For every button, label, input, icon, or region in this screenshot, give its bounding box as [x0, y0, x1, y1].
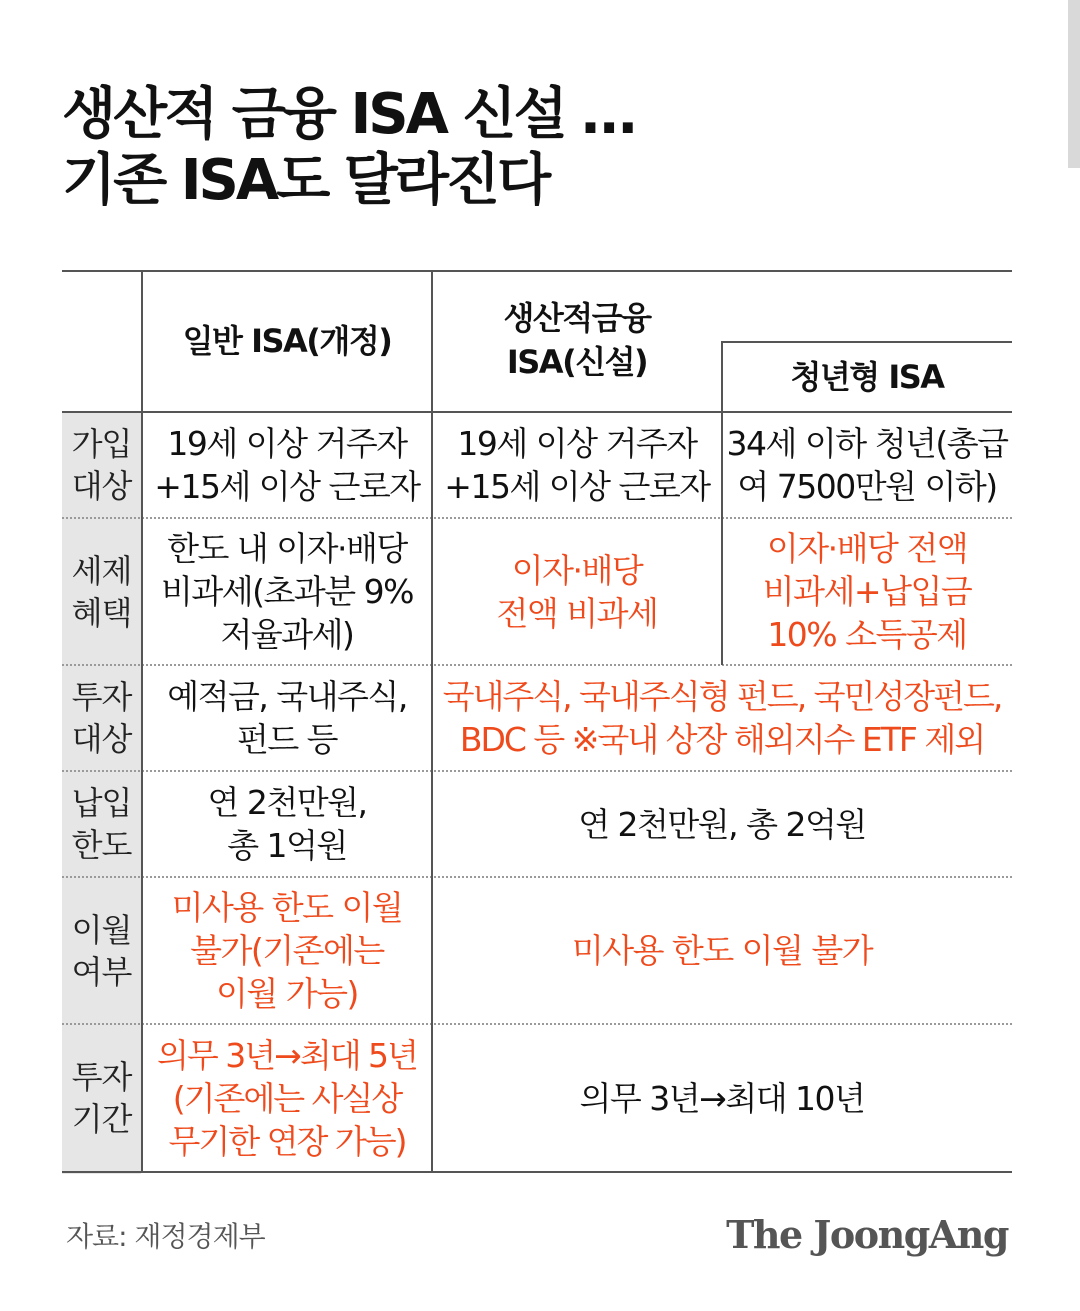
cell-general-contribution-limit: 연 2천만원, 총 1억원 [207, 783, 367, 865]
header-productive-isa: 생산적금융 ISA(신설) [503, 299, 651, 381]
header-youth-isa: 청년형 ISA [790, 358, 944, 396]
cell-new-isa-investment-target: 국내주식, 국내주식형 펀드, 국민성장펀드, BDC 등 ※국내 상장 해외지수 ETF 제외 [442, 677, 1002, 759]
cell-general-eligibility: 19세 이상 거주자 +15세 이상 근로자 [154, 424, 420, 506]
scrollbar[interactable] [1068, 0, 1080, 168]
cell-productive-tax-benefit: 이자·배당 전액 비과세 [496, 550, 658, 633]
cell-general-carryover: 미사용 한도 이월 불가(기존에는 이월 가능) [171, 888, 403, 1013]
cell-youth-tax-benefit: 이자·배당 전액 비과세+납입금 10% 소득공제 [762, 529, 972, 654]
row-label-carryover: 이월 여부 [71, 910, 132, 991]
cell-youth-eligibility: 34세 이하 청년(총급 여 7500만원 이하) [726, 424, 1008, 506]
cell-productive-eligibility: 19세 이상 거주자 +15세 이상 근로자 [444, 424, 710, 506]
publisher-logo: The JoongAng [726, 1212, 1008, 1257]
row-label-contribution-limit: 납입 한도 [71, 784, 132, 864]
source-note: 자료: 재정경제부 [66, 1220, 265, 1253]
cell-general-investment-target: 예적금, 국내주식, 펀드 등 [167, 677, 407, 759]
cell-new-isa-contribution-limit: 연 2천만원, 총 2억원 [578, 804, 866, 844]
header-general-isa: 일반 ISA(개정) [182, 322, 392, 360]
row-label-investment-target: 투자 대상 [71, 678, 132, 758]
title-line-2: 기존 ISA도 달라진다 [62, 148, 549, 213]
row-label-investment-period: 투자 기간 [71, 1058, 132, 1138]
cell-general-tax-benefit: 한도 내 이자·배당 비과세(초과분 9% 저율과세) [161, 529, 413, 654]
row-label-tax-benefit: 세제 혜택 [71, 551, 132, 632]
cell-general-investment-period: 의무 3년→최대 5년 (기존에는 사실상 무기한 연장 가능) [157, 1035, 417, 1161]
page-title [62, 82, 634, 214]
cell-new-isa-carryover: 미사용 한도 이월 불가 [571, 931, 873, 970]
cell-new-isa-investment-period: 의무 3년→최대 10년 [579, 1078, 865, 1118]
title-line-1: 생산적 금융 ISA 신설 … [62, 82, 635, 147]
comparison-table [62, 270, 1012, 1174]
row-label-eligibility: 가입 대상 [71, 425, 132, 505]
